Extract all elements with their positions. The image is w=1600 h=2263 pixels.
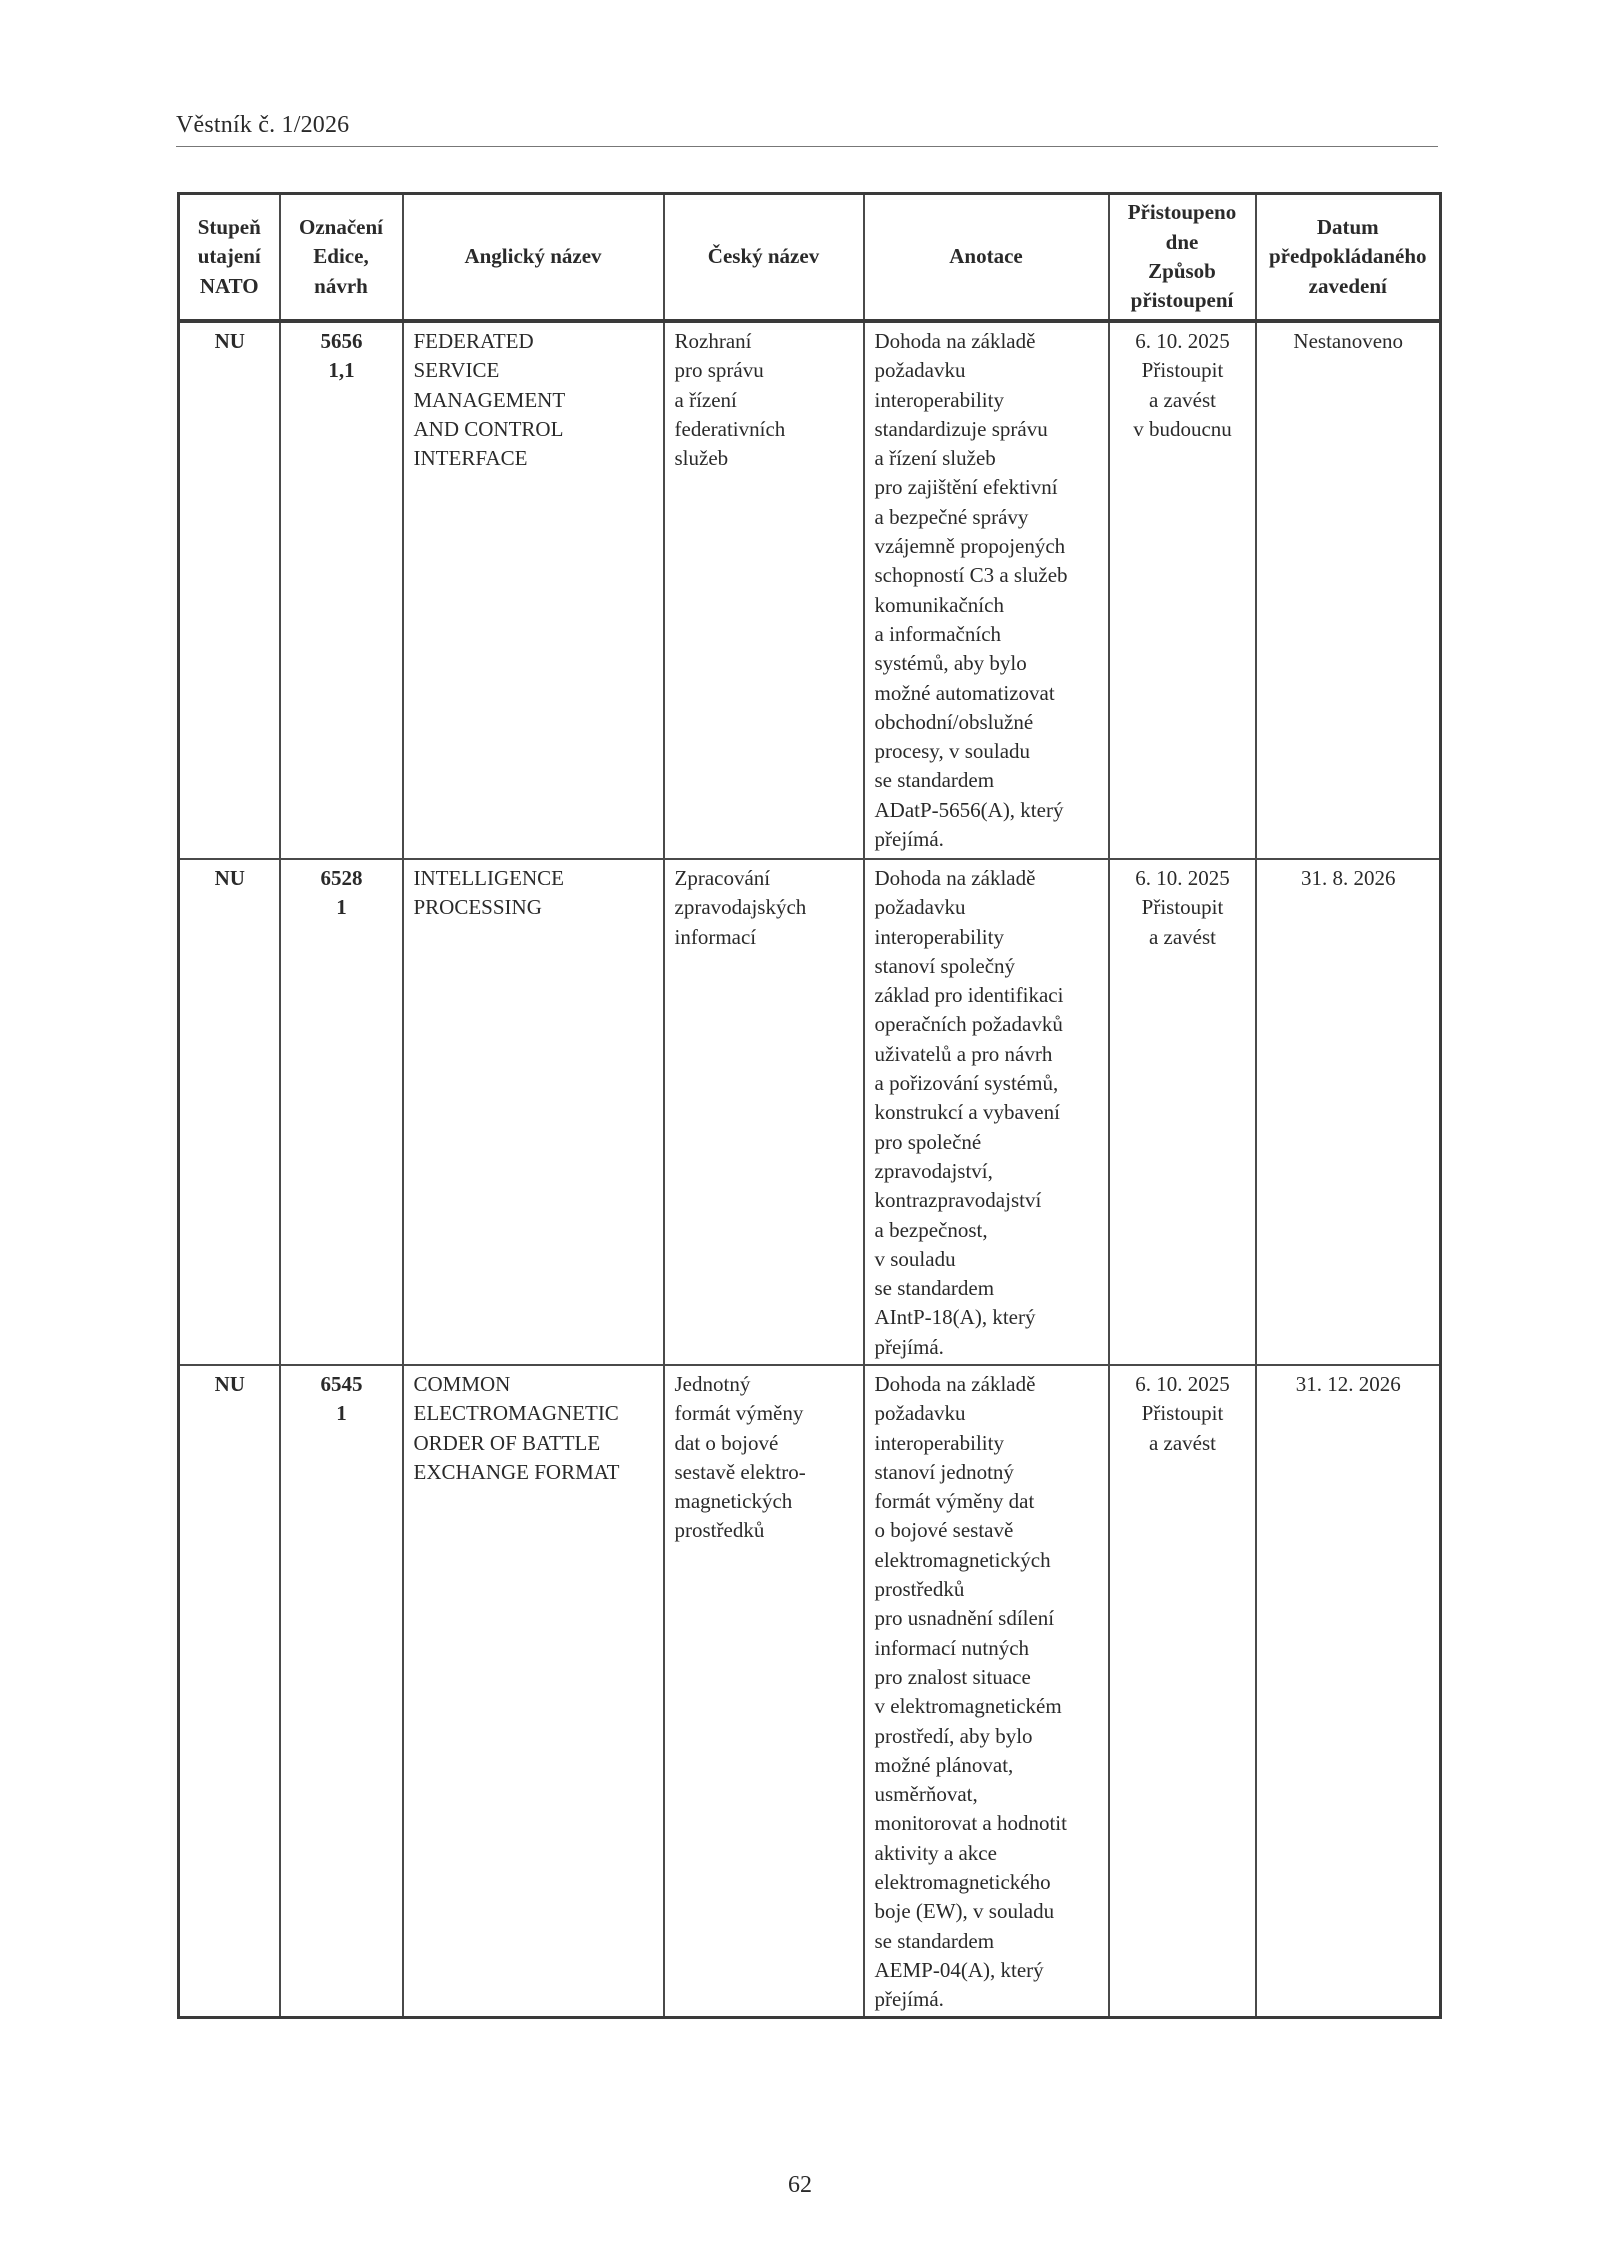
cell-text: informací xyxy=(674,924,757,949)
table-row xyxy=(179,859,1441,1365)
cell-text: schopností C3 a služeb xyxy=(874,563,1068,588)
cell-text: pro správu xyxy=(674,358,764,383)
cell-text: vzájemně propojených xyxy=(874,534,1066,559)
cell-text: se standardem xyxy=(874,1276,995,1301)
cell-text: 1 xyxy=(336,1401,347,1426)
cell-classification xyxy=(179,321,280,859)
cell-edition xyxy=(280,1365,403,2017)
cell-text: interoperability xyxy=(874,924,1004,949)
table-header-row xyxy=(179,194,1441,322)
cell-text: přejímá. xyxy=(874,1987,944,2012)
cell-text: prostředků xyxy=(674,1518,765,1543)
cell-text: požadavku xyxy=(874,1401,966,1426)
header-text: Označení xyxy=(299,215,383,240)
cell-implementation-date xyxy=(1256,859,1441,1365)
cell-accession xyxy=(1109,1365,1256,2017)
cell-text: požadavku xyxy=(874,358,966,383)
standards-table xyxy=(177,192,1442,2019)
header-text: návrh xyxy=(314,273,368,298)
cell-text: 6. 10. 2025 xyxy=(1135,329,1230,353)
cell-text: systémů, aby bylo xyxy=(874,651,1027,676)
cell-text: možné automatizovat xyxy=(874,680,1055,705)
cell-text: dat o bojové xyxy=(674,1430,779,1455)
column-header-english-name xyxy=(403,194,664,322)
cell-text: informací nutných xyxy=(874,1635,1030,1660)
cell-text: usměrňovat, xyxy=(874,1782,978,1807)
column-header-implementation-date xyxy=(1256,194,1441,322)
cell-text: formát výměny dat xyxy=(874,1489,1035,1514)
cell-text: FEDERATED xyxy=(413,329,534,353)
cell-text: 6. 10. 2025 xyxy=(1135,866,1230,890)
cell-accession xyxy=(1109,321,1256,859)
cell-text: magnetických xyxy=(674,1489,793,1514)
running-header-title: Věstník č. 1/2026 xyxy=(176,112,350,138)
cell-text: Dohoda na základě xyxy=(874,1372,1036,1396)
cell-text: Nestanoveno xyxy=(1293,329,1404,353)
cell-text: stanoví společný xyxy=(874,953,1016,978)
table-row xyxy=(179,321,1441,859)
cell-text: INTELLIGENCE xyxy=(413,866,564,890)
cell-text: ADatP-5656(A), který xyxy=(874,797,1064,822)
cell-text: se standardem xyxy=(874,1928,995,1953)
cell-text: zpravodajských xyxy=(674,895,807,920)
cell-text: 31. 12. 2026 xyxy=(1295,1372,1401,1396)
header-text: Datum xyxy=(1316,215,1379,240)
cell-text: pro znalost situace xyxy=(874,1664,1031,1689)
cell-text: požadavku xyxy=(874,895,966,920)
cell-text: přejímá. xyxy=(874,827,944,852)
cell-annotation xyxy=(864,321,1109,859)
table-row xyxy=(179,1365,1441,2017)
cell-english-name xyxy=(403,321,664,859)
cell-text: služeb xyxy=(674,446,729,471)
cell-text: konstrukcí a vybavení xyxy=(874,1100,1060,1125)
cell-text: NU xyxy=(214,1372,245,1396)
cell-edition xyxy=(280,321,403,859)
cell-classification xyxy=(179,1365,280,2017)
cell-text: a zavést xyxy=(1148,387,1217,412)
cell-implementation-date xyxy=(1256,1365,1441,2017)
cell-text: a bezpečnost, xyxy=(874,1217,988,1242)
cell-text: a pořizování systémů, xyxy=(874,1071,1059,1096)
cell-text: PROCESSING xyxy=(413,895,542,920)
cell-text: o bojové sestavě xyxy=(874,1518,1014,1543)
cell-czech-name xyxy=(664,321,864,859)
cell-text: sestavě elektro- xyxy=(674,1459,806,1484)
cell-text: a bezpečné správy xyxy=(874,504,1029,529)
cell-text: 6528 xyxy=(320,866,363,890)
cell-text: Zpracování xyxy=(674,866,771,890)
cell-text: komunikačních xyxy=(874,592,1004,617)
cell-text: v elektromagnetickém xyxy=(874,1694,1062,1719)
column-header-accession xyxy=(1109,194,1256,322)
cell-annotation xyxy=(864,859,1109,1365)
cell-text: 6. 10. 2025 xyxy=(1135,1372,1230,1396)
header-text: Anglický název xyxy=(464,244,602,269)
column-header-annotation xyxy=(864,194,1109,322)
cell-edition xyxy=(280,859,403,1365)
cell-czech-name xyxy=(664,859,864,1365)
cell-text: 5656 xyxy=(320,329,363,353)
header-text: NATO xyxy=(199,273,259,298)
cell-text: a zavést xyxy=(1148,1430,1217,1455)
cell-text: Přistoupit xyxy=(1141,895,1224,920)
cell-text: procesy, v souladu xyxy=(874,739,1031,764)
cell-text: formát výměny xyxy=(674,1401,804,1426)
header-text: utajení xyxy=(197,244,261,269)
cell-text: MANAGEMENT xyxy=(413,387,566,412)
cell-english-name xyxy=(403,1365,664,2017)
cell-text: ORDER OF BATTLE xyxy=(413,1430,601,1455)
cell-text: Přistoupit xyxy=(1141,358,1224,383)
column-header-czech-name xyxy=(664,194,864,322)
header-text: Přistoupeno xyxy=(1127,200,1237,225)
cell-text: Jednotný xyxy=(674,1372,751,1396)
cell-text: federativních xyxy=(674,416,786,441)
cell-text: se standardem xyxy=(874,768,995,793)
cell-text: základ pro identifikaci xyxy=(874,983,1064,1008)
cell-text: COMMON xyxy=(413,1372,511,1396)
cell-text: stanoví jednotný xyxy=(874,1459,1014,1484)
cell-text: Přistoupit xyxy=(1141,1401,1224,1426)
header-text: Edice, xyxy=(313,244,369,269)
column-header-classification xyxy=(179,194,280,322)
cell-text: pro zajištění efektivní xyxy=(874,475,1058,500)
cell-text: NU xyxy=(214,329,245,353)
cell-text: ELECTROMAGNETIC xyxy=(413,1401,619,1426)
cell-text: přejímá. xyxy=(874,1334,944,1359)
cell-text: v budoucnu xyxy=(1133,416,1232,441)
cell-text: AEMP-04(A), který xyxy=(874,1957,1044,1982)
cell-text: 31. 8. 2026 xyxy=(1301,866,1396,890)
header-text: dne xyxy=(1165,229,1199,254)
cell-text: prostředků xyxy=(874,1577,965,1602)
cell-text: standardizuje správu xyxy=(874,416,1048,441)
cell-english-name xyxy=(403,859,664,1365)
cell-text: operačních požadavků xyxy=(874,1012,1063,1037)
cell-text: 1,1 xyxy=(328,358,355,383)
cell-text: AIntP-18(A), který xyxy=(874,1305,1036,1330)
header-text: Český název xyxy=(707,244,820,269)
cell-accession xyxy=(1109,859,1256,1365)
cell-text: boje (EW), v souladu xyxy=(874,1899,1055,1924)
cell-text: monitorovat a hodnotit xyxy=(874,1811,1067,1836)
cell-text: Dohoda na základě xyxy=(874,866,1036,890)
cell-text: SERVICE xyxy=(413,358,500,383)
cell-text: 1 xyxy=(336,895,347,920)
cell-text: pro usnadnění sdílení xyxy=(874,1606,1055,1631)
cell-text: pro společné xyxy=(874,1129,982,1154)
cell-text: Rozhraní xyxy=(674,329,752,353)
cell-text: elektromagnetických xyxy=(874,1547,1051,1572)
cell-text: uživatelů a pro návrh xyxy=(874,1041,1053,1066)
cell-text: 6545 xyxy=(320,1372,363,1396)
page-number: 62 xyxy=(788,2172,812,2198)
cell-text: možné plánovat, xyxy=(874,1752,1014,1777)
column-header-edition xyxy=(280,194,403,322)
cell-text: obchodní/obslužné xyxy=(874,709,1034,734)
cell-czech-name xyxy=(664,1365,864,2017)
cell-text: v souladu xyxy=(874,1246,956,1271)
cell-text: AND CONTROL xyxy=(413,416,564,441)
cell-text: EXCHANGE FORMAT xyxy=(413,1459,620,1484)
cell-text: INTERFACE xyxy=(413,446,528,471)
header-text: přistoupení xyxy=(1130,288,1234,313)
cell-text: Dohoda na základě xyxy=(874,329,1036,353)
cell-text: interoperability xyxy=(874,1430,1004,1455)
cell-text: interoperability xyxy=(874,387,1004,412)
cell-text: zpravodajství, xyxy=(874,1158,993,1183)
cell-implementation-date xyxy=(1256,321,1441,859)
cell-text: prostředí, aby bylo xyxy=(874,1723,1033,1748)
cell-text: NU xyxy=(214,866,245,890)
header-text: zavedení xyxy=(1308,273,1387,298)
cell-text: a zavést xyxy=(1148,924,1217,949)
cell-text: aktivity a akce xyxy=(874,1840,997,1865)
cell-text: elektromagnetického xyxy=(874,1870,1051,1895)
cell-text: a řízení xyxy=(674,387,737,412)
cell-classification xyxy=(179,859,280,1365)
header-text: Anotace xyxy=(949,244,1023,269)
header-rule xyxy=(176,146,1438,147)
cell-annotation xyxy=(864,1365,1109,2017)
cell-text: a řízení služeb xyxy=(874,446,996,471)
header-text: Způsob xyxy=(1148,259,1216,283)
header-text: předpokládaného xyxy=(1268,244,1427,269)
cell-text: kontrazpravodajství xyxy=(874,1188,1042,1213)
header-text: Stupeň xyxy=(197,215,261,240)
cell-text: a informačních xyxy=(874,621,1002,646)
